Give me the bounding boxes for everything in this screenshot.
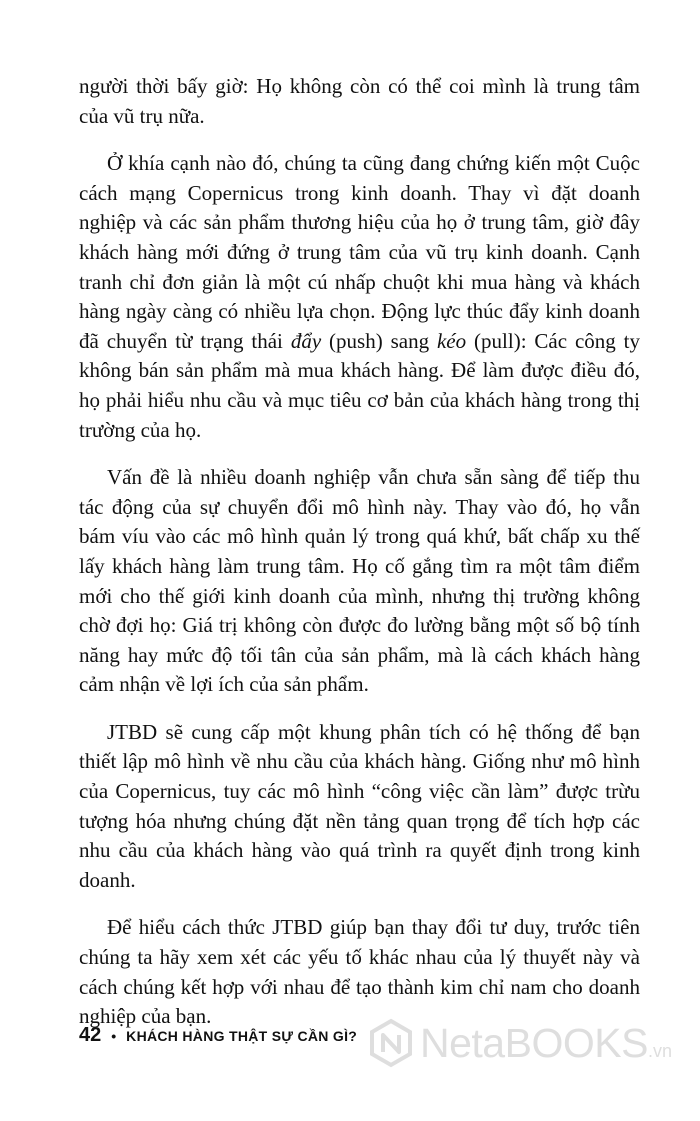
netabooks-logo-icon	[366, 1018, 416, 1068]
paragraph-2-end: (pull): Các công ty không bán sản phẩm mà mua khách hàng. Để làm được điều đó, họ phải hiểu nhu cầu và mục tiêu cơ bản của khách hàng trong thị trường của họ.	[79, 328, 641, 442]
paragraph-5: Để hiểu cách thức JTBD giúp bạn thay đổi tư duy, trước tiên chúng ta hãy xem xét các yếu tố khác nhau của lý thuyết này và cách chúng kết hợp với nhau để tạo thành kim chỉ nam cho doanh nghiệp của bạn.	[79, 915, 640, 1029]
italic-pull: kéo	[436, 328, 467, 353]
paragraph-2-mid: (push) sang	[321, 328, 437, 353]
watermark-brand	[420, 1019, 672, 1066]
watermark-brand-name: NetaBOOKS	[420, 1019, 648, 1066]
running-head: KHÁCH HÀNG THẬT SỰ CẦN GÌ?	[126, 1027, 358, 1044]
page-footer	[79, 1024, 357, 1047]
paragraph-4: JTBD sẽ cung cấp một khung phân tích có hệ thống để bạn thiết lập mô hình về nhu cầu của khách hàng. Giống như mô hình của Copernicus, tuy các mô hình “công việc cần làm” được trừu tượng hóa nhưng chúng đặt nền tảng quan trọng để tích hợp các nhu cầu của khách hàng vào quá trình ra quyết định trong kinh doanh.	[79, 719, 640, 892]
paragraph-3: Vấn đề là nhiều doanh nghiệp vẫn chưa sẵn sàng để tiếp thu tác động của sự chuyển đổi mô hình này. Thay vào đó, họ vẫn bám víu vào các mô hình quản lý trong quá khứ, bất chấp xu thế lấy khách hàng làm trung tâm. Họ cố gắng tìm ra một tâm điểm mới cho thế giới kinh doanh của mình, nhưng thị trường không chờ đợi họ: Giá trị không còn được đo lường bằng một số bộ tính năng hay mức độ tối tân của sản phẩm, mà là cách khách hàng cảm nhận về lợi ích của sản phẩm.	[79, 465, 640, 697]
paragraph-1: người thời bấy giờ: Họ không còn có thể coi mình là trung tâm của vũ trụ nữa.	[79, 74, 640, 128]
paragraph-2-start: Ở khía cạnh nào đó, chúng ta cũng đang chứng kiến một Cuộc cách mạng Copernicus trong kinh doanh. Thay vì đặt doanh nghiệp và các sản phẩm thương hiệu của họ ở trung tâm, giờ đây khách hàng mới đứng ở trung tâm của vũ trụ kinh doanh. Cạnh tranh chỉ đơn giản là một cú nhấp chuột khi mua hàng và khách hàng ngày càng có nhiều lựa chọn. Động lực thúc đẩy kinh doanh đã chuyển từ trạng thái	[79, 151, 640, 353]
paragraph-2	[79, 149, 640, 445]
body-text	[79, 72, 640, 1050]
italic-push: đẩy	[290, 328, 322, 353]
watermark	[366, 1018, 672, 1068]
watermark-suffix: .vn	[647, 1040, 672, 1061]
footer-bullet: •	[111, 1027, 117, 1044]
page-number: 42	[79, 1024, 102, 1046]
